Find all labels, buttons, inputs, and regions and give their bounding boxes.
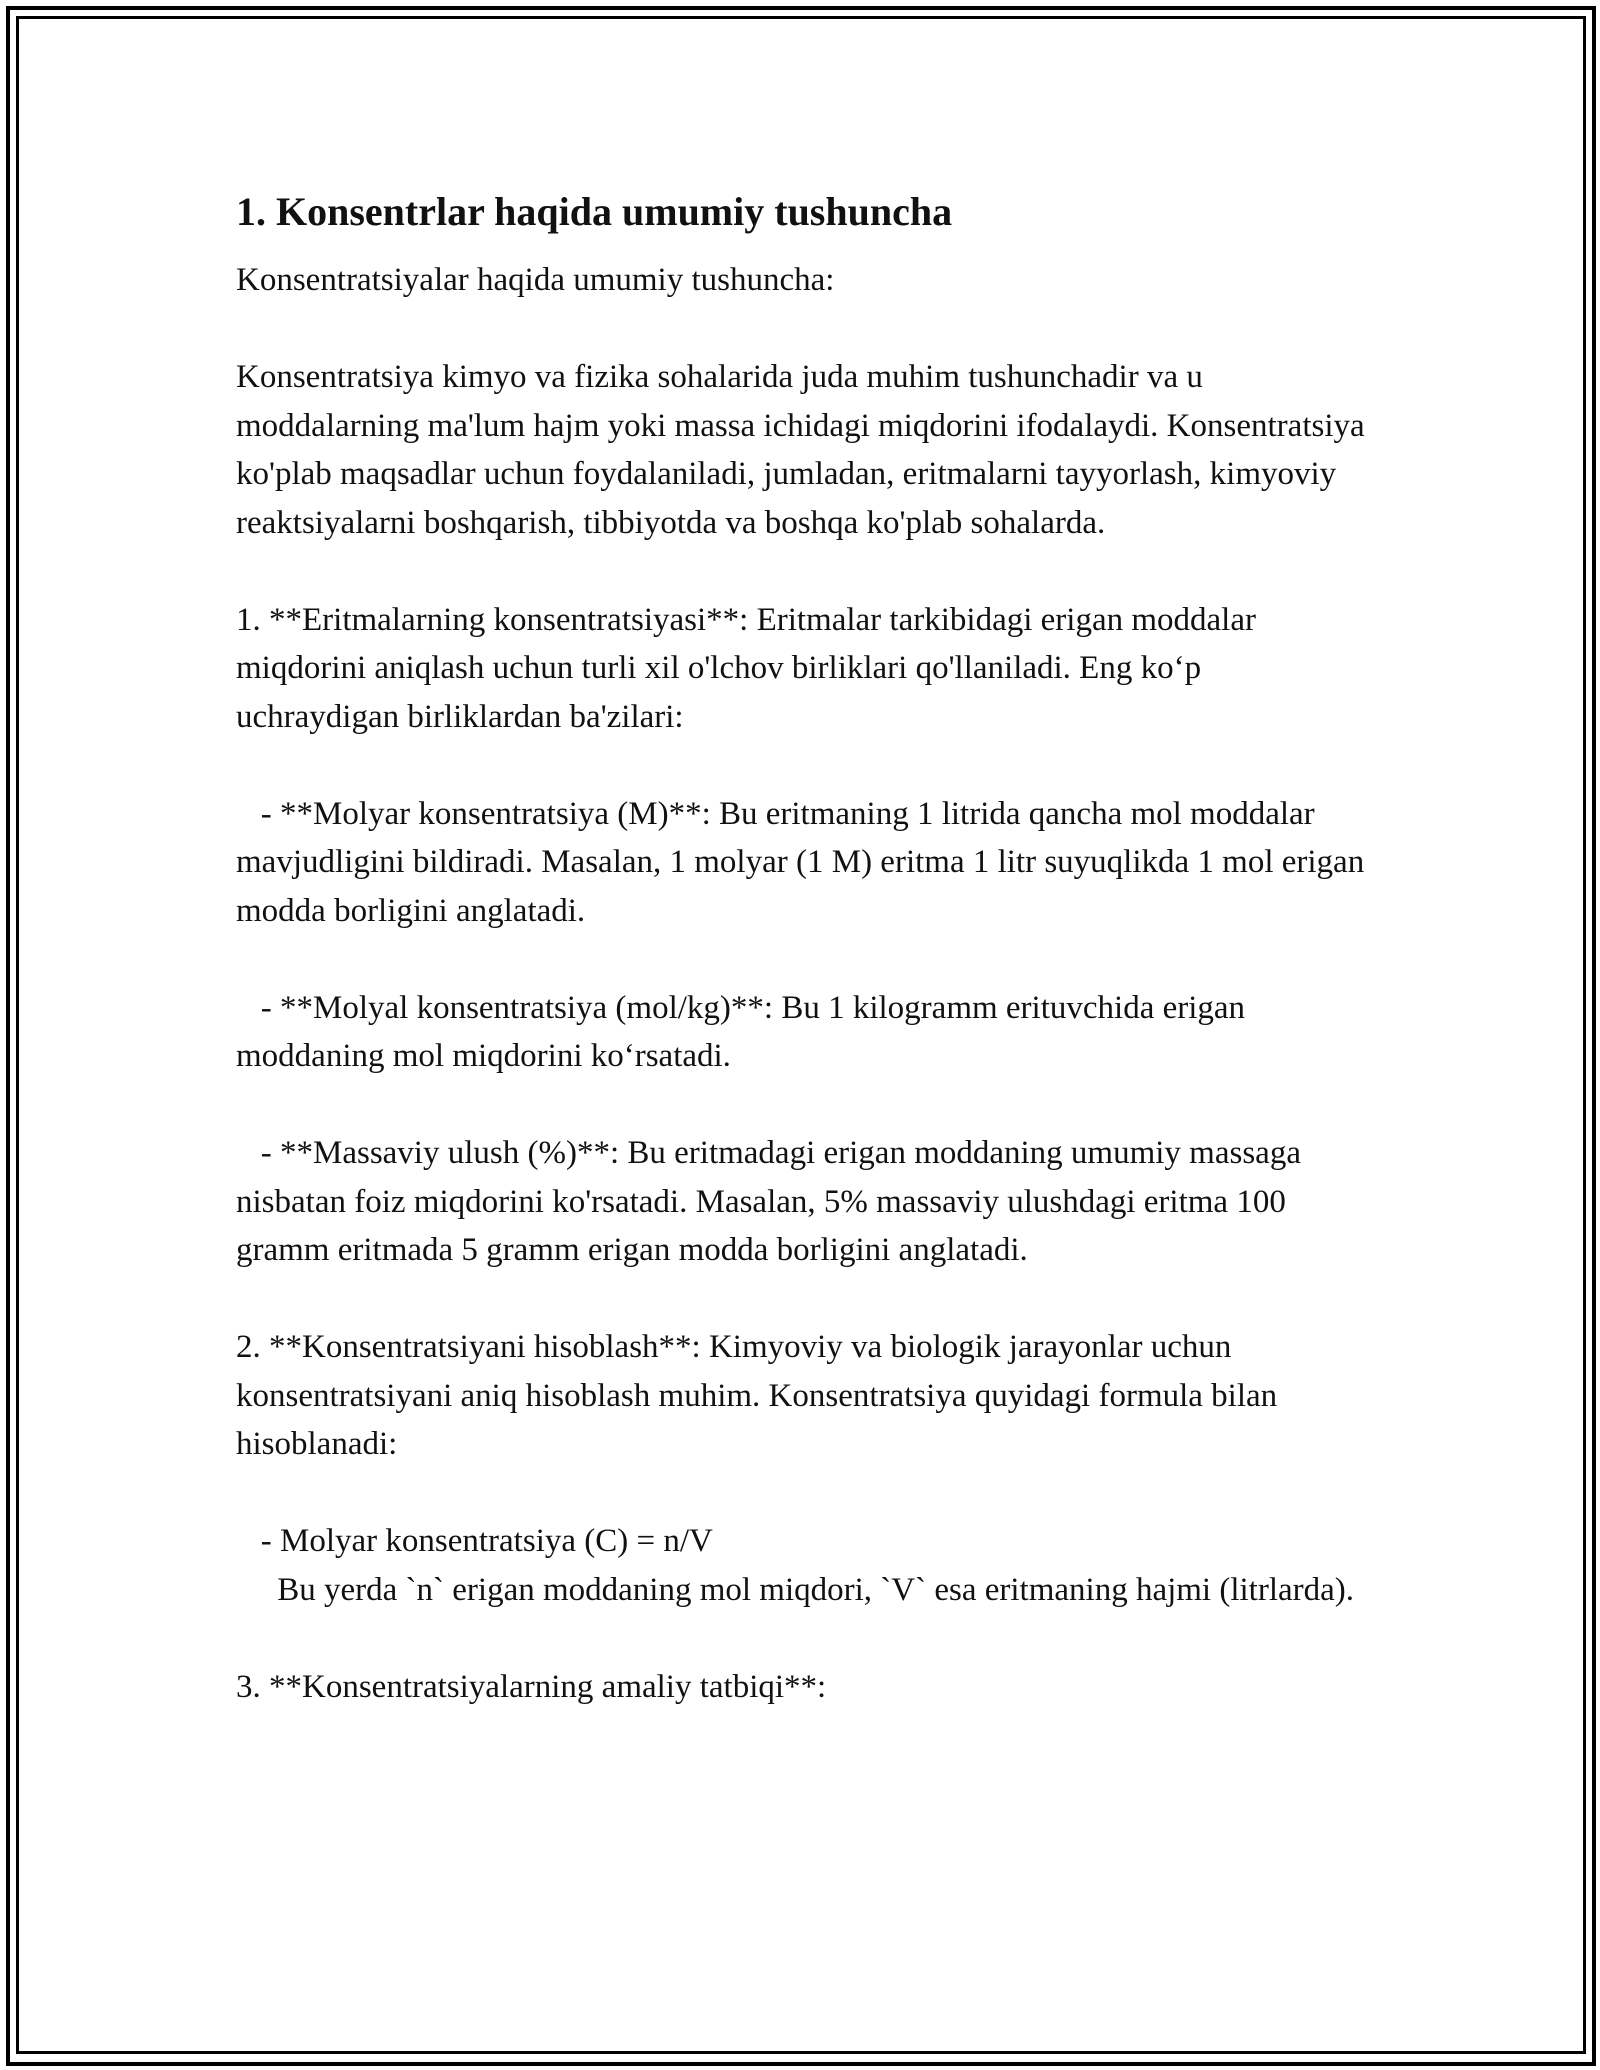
blank-line (236, 1275, 1366, 1324)
paragraph-formula: - Molyar konsentratsiya (C) = n/V Bu yerda `n` erigan moddaning mol miqdori, `V` esa eritmaning hajmi (litrlarda). (260, 1523, 1355, 1608)
paragraph-intro: Konsentratsiya kimyo va fizika sohalarida juda muhim tushunchadir va u moddalarning ma'lum hajm yoki massa ichidagi miqdorini ifodalaydi. Konsentratsiya ko'plab maqsadlar uchun foydalaniladi, jumladan, eritmalarni tayyorlash, kimyoviy reaktsiyalarni boshqarish, tibbiyotda va boshqa ko'plab sohalarda. (236, 359, 1373, 541)
paragraph-section-3: 3. **Konsentratsiyalarning amaliy tatbiqi**: (236, 1668, 827, 1705)
blank-line (236, 935, 1366, 984)
blank-line (236, 1081, 1366, 1130)
blank-line (236, 741, 1366, 790)
paragraph-molal: - **Molyal konsentratsiya (mol/kg)**: Bu 1 kilogramm erituvchida erigan moddaning mol miqdorini ko‘rsatadi. (236, 989, 1254, 1074)
blank-line (236, 1469, 1366, 1518)
paragraph-molar: - **Molyar konsentratsiya (M)**: Bu eritmaning 1 litrida qancha mol moddalar mavjudligini bildiradi. Masalan, 1 molyar (1 M) eritma 1 litr suyuqlikda 1 mol erigan modda borligini anglatadi. (236, 795, 1373, 929)
blank-line (236, 547, 1366, 596)
paragraph-section-1: 1. **Eritmalarning konsentratsiyasi**: Eritmalar tarkibidagi erigan moddalar miqdorini aniqlash uchun turli xil o'lchov birliklari qo'llaniladi. Eng ko‘p uchraydigan birliklardan ba'zilari: (236, 601, 1265, 735)
blank-line (236, 1614, 1366, 1663)
document-body (236, 188, 1373, 1711)
paragraph-intro-heading: Konsentratsiyalar haqida umumiy tushuncha: (236, 262, 835, 298)
paragraph-section-2: 2. **Konsentratsiyani hisoblash**: Kimyoviy va biologik jarayonlar uchun konsentratsiyani aniq hisoblash muhim. Konsentratsiya quyidagi formula bilan hisoblanadi: (236, 1329, 1286, 1462)
blank-line (236, 305, 1366, 354)
document-title: 1. Konsentrlar haqida umumiy tushuncha (236, 189, 953, 234)
paragraph-mass-fraction: - **Massaviy ulush (%)**: Bu eritmadagi erigan moddaning umumiy massaga nisbatan foiz miqdorini ko'rsatadi. Masalan, 5% massaviy ulushdagi eritma 100 gramm eritmada 5 gramm erigan modda borligini anglatadi. (236, 1135, 1310, 1268)
